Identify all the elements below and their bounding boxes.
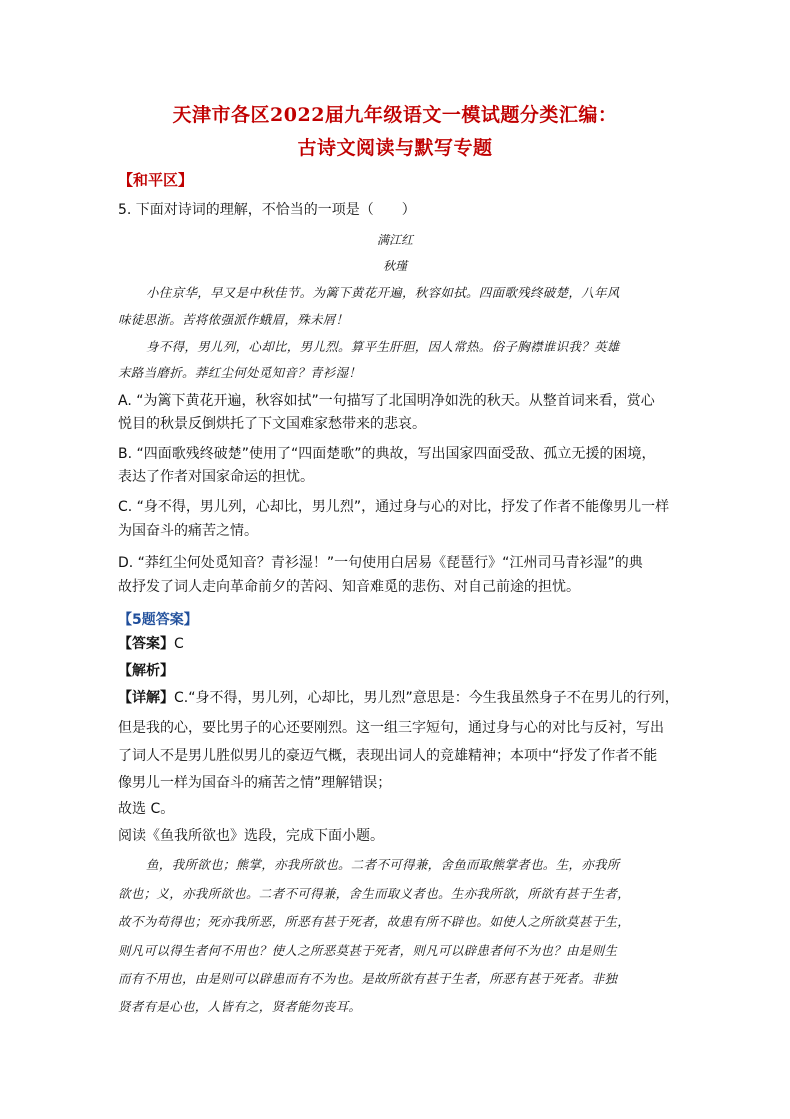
answer-line [118,634,184,654]
poem-author: 秋瑾 [382,259,407,273]
document-subtitle: 古诗文阅读与默写专题 [297,137,493,159]
poem-line: 小住京华，早又是中秋佳节。为篱下黄花开遍，秋容如拭。四面歌残终破楚，八年风 [146,285,620,300]
detail-line: 了词人不是男儿胜似男儿的豪迈气概，表现出词人的竞雄精神；本项中“抒发了作者不能 [118,748,658,764]
poem-line: 味徒思浙。苦将侬强派作蛾眉，殊未屑！ [118,312,349,327]
analysis-label: 【解析】 [118,663,174,679]
region-label: 【和平区】 [118,171,194,189]
passage-line: 则凡可以得生者何不用也？使人之所恶莫甚于死者，则凡可以辟患者何不为也？由是则生 [118,943,618,958]
detail-label: 【详解】 [118,690,174,706]
option-b-line: 表达了作者对国家命运的担忧。 [118,469,314,485]
option-d-line: D. “莽红尘何处觅知音？青衫湿！”一句使用白居易《琵琶行》“江州司马青衫湿”的典 [118,555,643,571]
choose-line: 故选 C。 [118,801,175,817]
detail-line: 但是我的心，要比男子的心还要刚烈。这一组三字短句，通过身与心的对比与反衬，写出 [118,720,664,736]
answer-label: 【答案】 [118,636,174,652]
answer-value: C [174,636,184,652]
answer-section-label: 【5题答案】 [118,612,198,628]
poem-line: 末路当磨折。莽红尘何处觅知音？青衫湿！ [118,365,362,380]
poem-line: 身不得，男儿列，心却比，男儿烈。算平生肝胆，因人常热。俗子胸襟谁识我？英雄 [146,339,620,354]
option-a-line: 悦目的秋景反倒烘托了下文国难家愁带来的悲哀。 [118,416,426,432]
passage-line: 故不为苟得也；死亦我所恶，所恶有甚于死者，故患有所不辟也。如使人之所欲莫甚于生， [118,914,631,929]
poem-title: 满江红 [376,233,413,247]
document-title: 天津市各区2022届九年级语文一模试题分类汇编： [172,104,618,126]
passage-line: 欲也；义，亦我所欲也。二者不可得兼，舍生而取义者也。生亦我所欲，所欲有甚于生者， [118,886,631,901]
passage-line: 鱼，我所欲也；熊掌，亦我所欲也。二者不可得兼，舍鱼而取熊掌者也。生，亦我所 [146,857,620,872]
option-b-line: B. “四面歌残终破楚”使用了“四面楚歌”的典故，写出国家四面受敌、孤立无援的困境， [118,446,656,462]
passage-line: 贤者有是心也，人皆有之，贤者能勿丧耳。 [118,999,362,1014]
detail-line [118,688,679,708]
option-a-line: A. “为篱下黄花开遍，秋容如拭”一句描写了北国明净如洗的秋天。从整首词来看，赏心 [118,393,655,409]
passage-line: 而有不用也，由是则可以辟患而有不为也。是故所欲有甚于生者，所恶有甚于死者。非独 [118,971,618,986]
detail-text: C.“身不得，男儿列，心却比，男儿烈”意思是：今生我虽然身子不在男儿的行列， [174,690,679,706]
option-d-line: 故抒发了词人走向革命前夕的苦闷、知音难觅的悲伤、对自己前途的担忧。 [118,579,580,595]
option-c-line: C. “身不得，男儿列，心却比，男儿烈”，通过身与心的对比，抒发了作者不能像男儿一样 [118,499,670,515]
option-c-line: 为国奋斗的痛苦之情。 [118,523,258,539]
question-stem: 5. 下面对诗词的理解，不恰当的一项是（ ） [118,202,416,218]
detail-line: 像男儿一样为国奋斗的痛苦之情”理解错误； [118,775,392,791]
next-intro: 阅读《鱼我所欲也》选段，完成下面小题。 [118,828,384,844]
